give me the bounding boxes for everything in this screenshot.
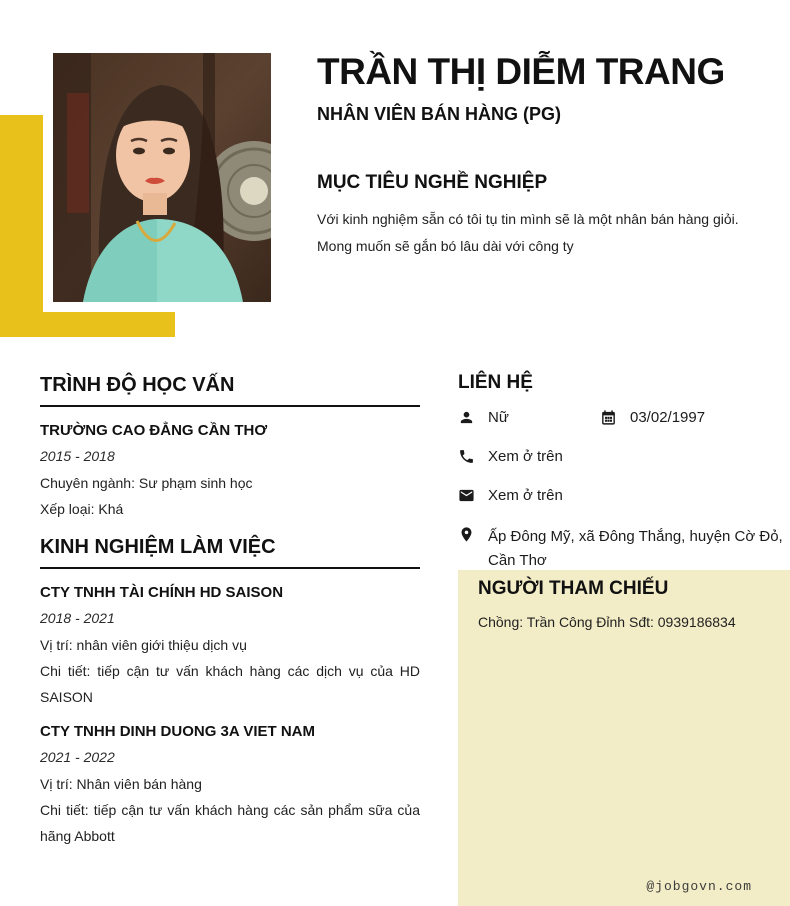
objective-line-2: Mong muốn sẽ gắn bó lâu dài với công ty bbox=[317, 238, 574, 254]
reference-entry: Chồng: Trần Công Đỉnh Sđt: 0939186834 bbox=[478, 614, 736, 630]
contact-row-email bbox=[458, 486, 790, 509]
job-detail: Chi tiết: tiếp cận tư vấn khách hàng các sản phẩm sữa của hãng Abbott bbox=[40, 802, 420, 844]
education-period: 2015 - 2018 bbox=[40, 448, 115, 464]
experience-entry-2 bbox=[40, 722, 420, 849]
education-grade: Xếp loại: Khá bbox=[40, 501, 124, 517]
calendar-icon bbox=[600, 408, 630, 431]
reference-heading: NGƯỜI THAM CHIẾU bbox=[478, 578, 669, 599]
education-major: Chuyên ngành: Sư phạm sinh học bbox=[40, 475, 253, 491]
location-pin-icon bbox=[458, 525, 488, 548]
company-name: CTY TNHH DINH DUONG 3A VIET NAM bbox=[40, 723, 316, 740]
header bbox=[317, 50, 772, 260]
reference-section bbox=[458, 570, 790, 906]
contact-row-gender-dob bbox=[458, 408, 790, 431]
job-detail: Chi tiết: tiếp cận tư vấn khách hàng các dịch vụ của HD SAISON bbox=[40, 663, 420, 705]
education-entry bbox=[40, 421, 420, 522]
person-name: TRẦN THỊ DIỄM TRANG bbox=[317, 51, 725, 92]
person-job-title: NHÂN VIÊN BÁN HÀNG (PG) bbox=[317, 104, 562, 124]
school-name: TRƯỜNG CAO ĐẲNG CẦN THƠ bbox=[40, 422, 268, 439]
experience-entry-1 bbox=[40, 583, 420, 710]
main-column bbox=[40, 374, 420, 849]
objective-heading: MỤC TIÊU NGHỀ NGHIỆP bbox=[317, 172, 548, 193]
contact-heading: LIÊN HỆ bbox=[458, 372, 533, 393]
birth-date-value: 03/02/1997 bbox=[630, 409, 706, 426]
watermark: @jobgovn.com bbox=[646, 879, 752, 894]
job-position: Vị trí: Nhân viên bán hàng bbox=[40, 776, 202, 792]
email-value: Xem ở trên bbox=[488, 487, 563, 504]
mail-icon bbox=[458, 486, 488, 509]
objective-line-1: Với kinh nghiệm sẵn có tôi tụ tin mình sẽ là một nhân bán hàng giỏi. bbox=[317, 211, 739, 227]
contact-section bbox=[458, 372, 790, 589]
contact-row-address bbox=[458, 525, 790, 573]
experience-heading: KINH NGHIỆM LÀM VIỆC bbox=[40, 536, 420, 569]
phone-icon bbox=[458, 447, 488, 470]
contact-row-phone bbox=[458, 447, 790, 470]
job-period: 2021 - 2022 bbox=[40, 749, 115, 765]
person-icon bbox=[458, 408, 488, 431]
profile-photo-frame bbox=[43, 43, 281, 312]
gender-value: Nữ bbox=[488, 409, 509, 426]
address-value: Ấp Đông Mỹ, xã Đông Thắng, huyện Cờ Đỏ, Cần Thơ bbox=[488, 528, 783, 569]
education-heading: TRÌNH ĐỘ HỌC VẤN bbox=[40, 374, 420, 407]
company-name: CTY TNHH TÀI CHÍNH HD SAISON bbox=[40, 584, 284, 601]
job-position: Vị trí: nhân viên giới thiệu dịch vụ bbox=[40, 637, 247, 653]
job-period: 2018 - 2021 bbox=[40, 610, 115, 626]
phone-value: Xem ở trên bbox=[488, 448, 563, 465]
profile-photo bbox=[53, 53, 271, 302]
